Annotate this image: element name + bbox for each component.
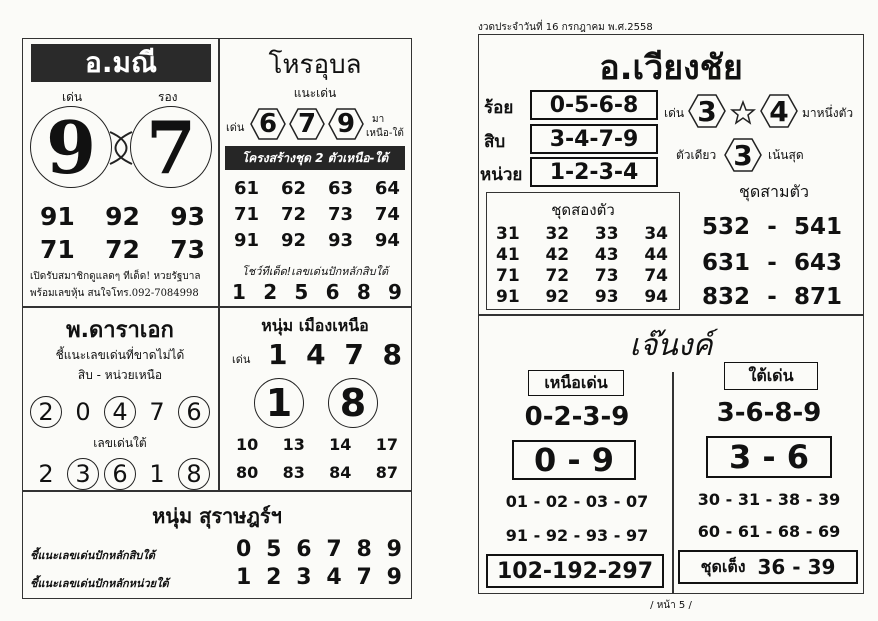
daraek-digit: 6 bbox=[104, 458, 136, 490]
wiangchai-mahueng: มาหนึ่งตัว bbox=[802, 106, 854, 120]
horasubon-note1: มา bbox=[372, 114, 385, 125]
horasubon-prefix: เด่น bbox=[226, 121, 245, 134]
wiangchai-two-row1: 31 32 33 34 bbox=[496, 224, 668, 244]
wiangchai-label-nuay: หน่วย bbox=[480, 165, 523, 185]
omanee-promo1: เปิดรับสมาชิกดูแลดๆ ทีเด็ด! หวยรัฐบาล bbox=[30, 271, 201, 282]
jenong-south-box-value: 36 - 39 bbox=[757, 555, 836, 579]
wiangchai-two-row3: 71 72 73 74 bbox=[496, 266, 668, 286]
wiangchai-two-row4: 91 92 93 94 bbox=[496, 287, 668, 307]
daraek-digit: 2 bbox=[38, 460, 54, 488]
wiangchai-value-nuay: 1-2-3-4 bbox=[530, 157, 658, 187]
knot-ornament-icon bbox=[106, 128, 136, 168]
jenong-north-row2: 91 - 92 - 93 - 97 bbox=[505, 526, 649, 545]
wiangchai-two-row2: 41 42 43 44 bbox=[496, 245, 668, 265]
omanee-row2: 71 72 73 bbox=[40, 235, 205, 264]
jenong-north-seq: 0-2-3-9 bbox=[524, 402, 630, 432]
omanee-label-b: รอง bbox=[158, 90, 178, 104]
horasubon-hex-3: 9 bbox=[328, 108, 364, 140]
wiangchai-value-sip: 3-4-7-9 bbox=[530, 124, 658, 154]
daraek-digit: 7 bbox=[149, 398, 165, 426]
jenong-north-big: 0 - 9 bbox=[512, 440, 636, 480]
wiangchai-three-row2: 631 - 643 bbox=[702, 250, 842, 276]
wiangchai-den: เด่น bbox=[664, 106, 685, 120]
horasubon-banner: โครงสร้างชุด 2 ตัวเหนือ-ใต้ bbox=[225, 146, 405, 170]
suratsada-line2: ชี้แนะเลขเด่นปักหลักหน่วยใต้ bbox=[30, 577, 169, 590]
suratsada-title: หนุ่ม สุราษฎร์ฯ bbox=[152, 504, 282, 528]
daraek-label2: เลขเด่นใต้ bbox=[93, 436, 147, 450]
daraek-digit: 1 bbox=[149, 460, 165, 488]
wiangchai-three-row3: 832 - 871 bbox=[702, 284, 842, 310]
horasubon-footer-digits: 1 2 5 6 8 9 bbox=[232, 280, 402, 304]
omanee-promo2: พร้อมเลขหุ้น สนใจโทร.092-7084998 bbox=[30, 288, 199, 299]
horasubon-subtitle: แนะเด่น bbox=[293, 86, 337, 100]
jenong-south-big: 3 - 6 bbox=[706, 436, 832, 478]
jenong-north-label: เหนือเด่น bbox=[528, 370, 624, 396]
jenong-south-label: ใต้เด่น bbox=[724, 362, 818, 390]
omanee-row1: 91 92 93 bbox=[40, 202, 205, 231]
jenong-north-box: 102-192-297 bbox=[486, 554, 664, 588]
noomnuea-prefix: เด่น bbox=[232, 353, 251, 366]
daraek-title: พ.ดาราเอก bbox=[66, 318, 174, 343]
horasubon-hex-1: 6 bbox=[250, 108, 286, 140]
daraek-digit: 2 bbox=[30, 396, 62, 428]
horasubon-grid-row2: 71 72 73 74 bbox=[234, 204, 400, 225]
wiangchai-hex-b: 4 bbox=[760, 94, 798, 128]
wiangchai-single-hex: 3 bbox=[724, 138, 762, 172]
daraek-digit: 0 bbox=[75, 398, 91, 426]
horasubon-hex-2: 7 bbox=[289, 108, 325, 140]
jenong-south-box-label: ชุดเต็ง bbox=[700, 556, 746, 576]
omanee-big-a: 9 bbox=[30, 106, 112, 188]
wiangchai-three-row1: 532 - 541 bbox=[702, 214, 842, 240]
omanee-title: อ.มณี bbox=[31, 44, 211, 82]
wiangchai-nen: เน้นสุด bbox=[768, 148, 804, 162]
noomnuea-row2: 80 83 84 87 bbox=[236, 463, 398, 482]
left-divider-h1 bbox=[22, 306, 412, 308]
jenong-south-row2: 60 - 61 - 68 - 69 bbox=[697, 522, 841, 541]
wiangchai-value-roi: 0-5-6-8 bbox=[530, 90, 658, 120]
daraek-line1: ชี้แนะเลขเด่นที่ขาดไม่ได้ bbox=[55, 348, 185, 362]
right-divider-v bbox=[672, 372, 674, 594]
daraek-digit: 6 bbox=[178, 396, 210, 428]
left-divider-h2 bbox=[22, 490, 412, 492]
right-divider-h bbox=[478, 314, 864, 316]
wiangchai-two-title: ชุดสองตัว bbox=[551, 201, 615, 219]
omanee-big-b: 7 bbox=[130, 106, 212, 188]
suratsada-digits2: 1 2 3 4 7 9 bbox=[236, 565, 402, 590]
suratsada-line1: ชี้แนะเลขเด่นปักหลักสิบใต้ bbox=[30, 549, 155, 562]
jenong-south-box bbox=[678, 550, 858, 584]
wiangchai-hex-a: 3 bbox=[688, 94, 726, 128]
noomnuea-title: หนุ่ม เมืองเหนือ bbox=[261, 316, 369, 335]
star-icon bbox=[730, 100, 756, 126]
page-number: / หน้า 5 / bbox=[650, 600, 692, 611]
daraek-digit: 8 bbox=[178, 458, 210, 490]
wiangchai-title: อ.เวียงชัย bbox=[599, 48, 743, 88]
wiangchai-label-sip: สิบ bbox=[484, 132, 506, 152]
noomnuea-big-2: 8 bbox=[328, 378, 378, 428]
noomnuea-row1: 10 13 14 17 bbox=[236, 435, 398, 454]
wiangchai-three-title: ชุดสามตัว bbox=[739, 182, 809, 201]
horasubon-grid-row1: 61 62 63 64 bbox=[234, 178, 400, 199]
noomnuea-digits: 1 4 7 8 bbox=[268, 338, 402, 371]
horasubon-note2: เหนือ-ใต้ bbox=[366, 128, 404, 139]
jenong-north-row1: 01 - 02 - 03 - 07 bbox=[505, 492, 649, 511]
daraek-digit: 4 bbox=[104, 396, 136, 428]
right-header: งวดประจำวันที่ 16 กรกฎาคม พ.ศ.2558 bbox=[478, 22, 653, 33]
daraek-line2: สิบ - หน่วยเหนือ bbox=[77, 368, 163, 382]
omanee-label-a: เด่น bbox=[62, 90, 83, 104]
wiangchai-label-roi: ร้อย bbox=[484, 98, 514, 118]
noomnuea-big-1: 1 bbox=[254, 378, 304, 428]
jenong-title: เจ๊นงค์ bbox=[629, 328, 713, 363]
suratsada-digits1: 0 5 6 7 8 9 bbox=[236, 537, 402, 562]
wiangchai-single-label: ตัวเดียว bbox=[676, 148, 717, 162]
horasubon-grid-row3: 91 92 93 94 bbox=[234, 230, 400, 251]
jenong-south-seq: 3-6-8-9 bbox=[716, 398, 822, 428]
daraek-digit: 3 bbox=[67, 458, 99, 490]
horasubon-title: โหรอุบล bbox=[268, 50, 362, 80]
jenong-south-row1: 30 - 31 - 38 - 39 bbox=[697, 490, 841, 509]
horasubon-footer: โชว์ทีเด็ด!เลขเด่นปักหลักสิบใต้ bbox=[241, 265, 389, 278]
